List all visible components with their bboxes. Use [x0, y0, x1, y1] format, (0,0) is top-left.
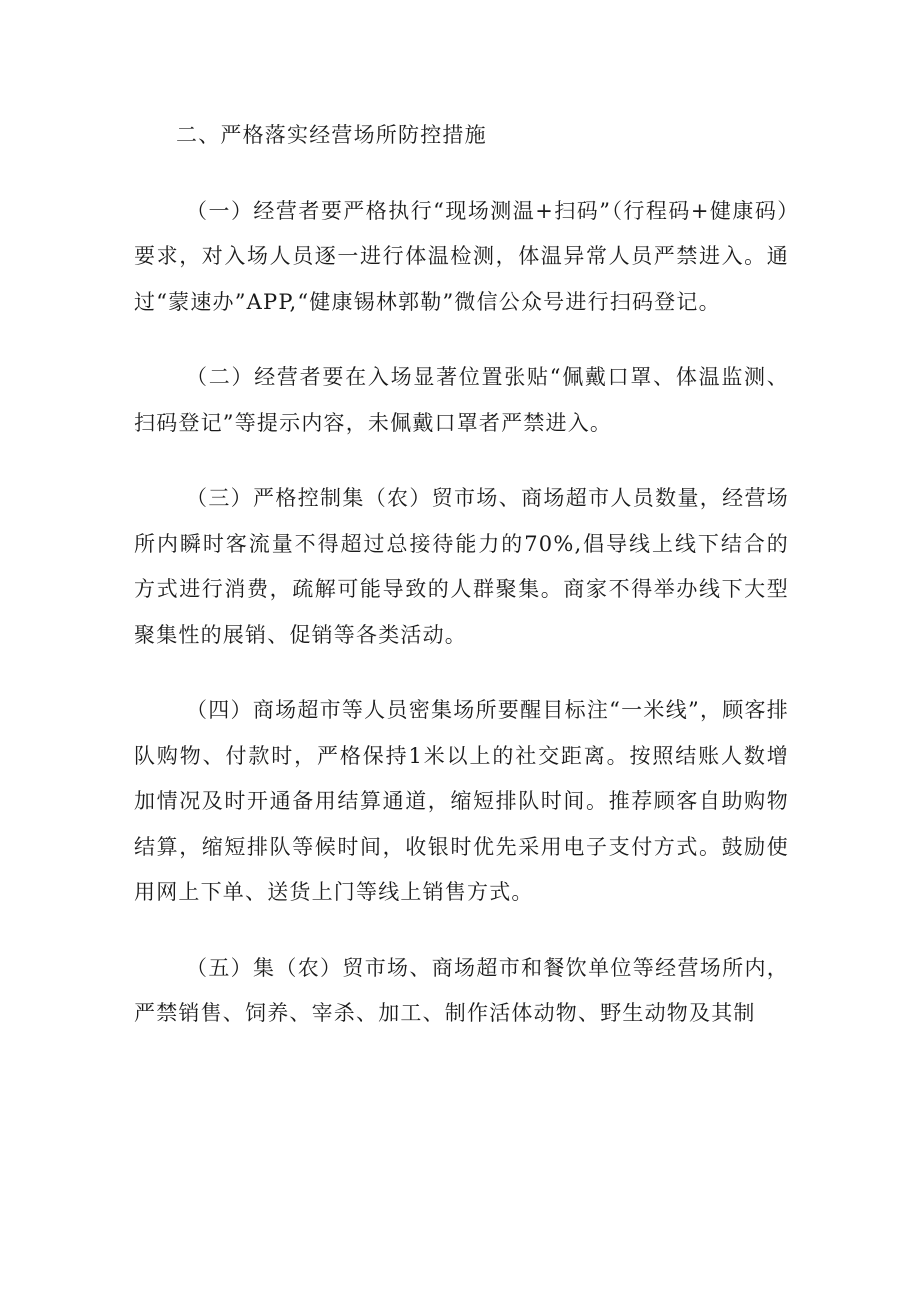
paragraph-1: （一）经营者要严格执行“现场测温+扫码”（行程码+健康码）要求，对入场人员逐一进行体温检测，体温异常人员严禁进入。通过“蒙速办”APP,“健康锡林郭勒”微信公众号进行扫码登记。	[134, 198, 789, 314]
paragraph-3: （三）严格控制集（农）贸市场、商场超市人员数量，经营场所内瞬时客流量不得超过总接待能力的70%,倡导线上线下结合的方式进行消费，疏解可能导致的人群聚集。商家不得举办线下大型聚集性的展销、促销等各类活动。	[134, 486, 789, 647]
paragraph-5: （五）集（农）贸市场、商场超市和餐饮单位等经营场所内，严禁销售、饲养、宰杀、加工、制作活体动物、野生动物及其制	[134, 955, 789, 1025]
section-heading: 二、严格落实经营场所防控措施	[176, 123, 487, 147]
paragraph-2: （二）经营者要在入场显著位置张贴“佩戴口罩、体温监测、扫码登记”等提示内容，未佩戴口罩者严禁进入。	[134, 365, 789, 435]
paragraph-4: （四）商场超市等人员密集场所要醒目标注“一米线”，顾客排队购物、付款时，严格保持1米以上的社交距离。按照结账人数增加情况及时开通备用结算通道，缩短排队时间。推荐顾客自助购物结算，缩短排队等候时间，收银时优先采用电子支付方式。鼓励使用网上下单、送货上门等线上销售方式。	[134, 698, 789, 904]
document-body	[134, 113, 789, 1067]
